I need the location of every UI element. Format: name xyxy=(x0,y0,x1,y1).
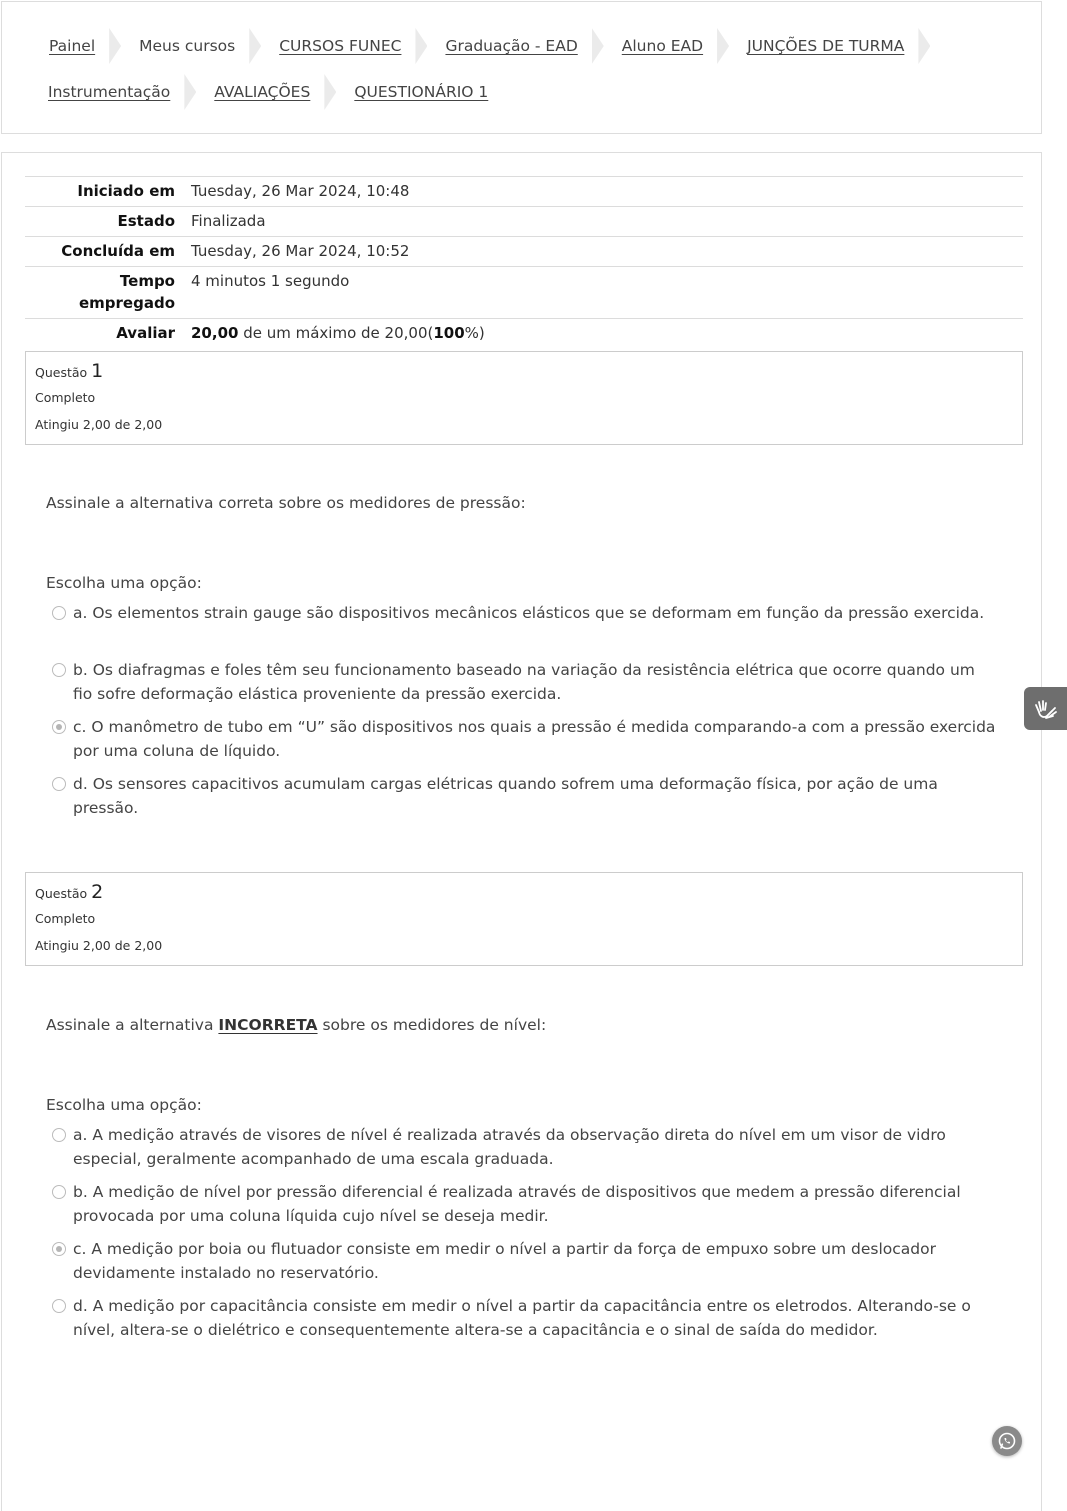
question-label: Questão xyxy=(35,886,88,901)
summary-value-started: Tuesday, 26 Mar 2024, 10:48 xyxy=(191,182,410,200)
breadcrumb-separator xyxy=(184,74,196,110)
grade-score: 20,00 xyxy=(191,324,239,342)
summary-label-grade: Avaliar xyxy=(116,324,175,342)
breadcrumb-text-meus-cursos: Meus cursos xyxy=(139,37,236,55)
summary-label-started: Iniciado em xyxy=(77,182,175,200)
question-1-prompt: Escolha uma opção: xyxy=(46,574,202,592)
attempt-summary-table xyxy=(25,176,1023,348)
radio-button-selected[interactable] xyxy=(52,720,66,734)
breadcrumb-link-aluno-ead[interactable]: Aluno EAD xyxy=(621,37,704,55)
sign-language-button[interactable] xyxy=(1024,687,1067,730)
breadcrumb-row-2 xyxy=(48,74,488,110)
breadcrumb-row-1 xyxy=(49,28,948,64)
question-number-value: 2 xyxy=(91,881,104,903)
option-label: d. Os sensores capacitivos acumulam cargas elétricas quando sofrem uma deformação física, por ação de uma pressão. xyxy=(73,775,938,817)
whatsapp-icon xyxy=(997,1431,1017,1451)
grade-text: de um máximo de 20,00( xyxy=(238,324,434,342)
question-2-text xyxy=(46,1016,546,1034)
question-number xyxy=(35,360,1013,384)
question-2-option-d[interactable] xyxy=(52,1294,997,1342)
option-label: b. A medição de nível por pressão diferencial é realizada através de dispositivos que medem a pressão diferencial provocada por uma coluna líquida cujo nível se deseja medir. xyxy=(73,1183,961,1225)
breadcrumb-item-aluno-ead[interactable] xyxy=(622,37,703,55)
question-text-emphasis: INCORRETA xyxy=(218,1016,318,1034)
question-number xyxy=(35,881,1013,905)
radio-button[interactable] xyxy=(52,663,66,677)
question-grade: Atingiu 2,00 de 2,00 xyxy=(35,938,163,953)
option-label: a. A medição através de visores de nível é realizada através da observação direta do nível em um visor de vidro especial, geralmente acompanhado de uma escala graduada. xyxy=(73,1126,946,1168)
question-2-option-b[interactable] xyxy=(52,1180,997,1228)
breadcrumb-link-instrumentacao[interactable]: Instrumentação xyxy=(48,83,171,101)
summary-value-completed: Tuesday, 26 Mar 2024, 10:52 xyxy=(191,242,410,260)
question-1-text xyxy=(46,494,526,512)
grade-suffix: %) xyxy=(464,324,485,342)
question-1-option-b[interactable] xyxy=(52,658,997,706)
breadcrumb-link-juncoes-de-turma[interactable]: JUNÇÕES DE TURMA xyxy=(747,37,905,55)
question-1-option-c[interactable] xyxy=(52,715,997,763)
breadcrumb-item-cursos-funec[interactable] xyxy=(279,37,401,55)
summary-row-completed xyxy=(25,237,1023,267)
radio-button-selected[interactable] xyxy=(52,1242,66,1256)
quiz-review-region xyxy=(1,152,1042,1511)
grade-percent: 100 xyxy=(433,324,465,342)
breadcrumb-item-juncoes-de-turma[interactable] xyxy=(747,37,904,55)
radio-button[interactable] xyxy=(52,606,66,620)
question-2-info xyxy=(25,872,1023,966)
summary-row-state xyxy=(25,207,1023,237)
breadcrumb-separator xyxy=(109,28,121,64)
breadcrumb-item-instrumentacao[interactable] xyxy=(48,83,170,101)
option-label: c. O manômetro de tubo em “U” são dispositivos nos quais a pressão é medida comparando-a com a pressão exercida por uma coluna de líquido. xyxy=(73,718,996,760)
option-label: a. Os elementos strain gauge são dispositivos mecânicos elásticos que se deformam em função da pressão exercida. xyxy=(73,604,985,622)
summary-label-time-line1: Tempo xyxy=(119,272,175,290)
question-state: Completo xyxy=(35,390,96,405)
radio-button[interactable] xyxy=(52,1185,66,1199)
summary-label-time-line2: empregado xyxy=(78,294,175,312)
breadcrumb-separator xyxy=(918,28,930,64)
breadcrumb-separator xyxy=(324,74,336,110)
breadcrumb-separator xyxy=(249,28,261,64)
summary-value-state: Finalizada xyxy=(191,212,266,230)
summary-value-grade xyxy=(183,319,1023,349)
radio-button[interactable] xyxy=(52,1128,66,1142)
breadcrumb-link-questionario-1[interactable]: QUESTIONÁRIO 1 xyxy=(354,83,489,101)
question-1-info xyxy=(25,351,1023,445)
summary-label-completed: Concluída em xyxy=(61,242,175,260)
option-label: b. Os diafragmas e foles têm seu funcionamento baseado na variação da resistência elétrica que ocorre quando um fio sofre deformação elástica proveniente da pressão exercida. xyxy=(73,661,975,703)
breadcrumb-item-avaliacoes[interactable] xyxy=(214,83,310,101)
summary-value-time: 4 minutos 1 segundo xyxy=(191,272,350,290)
radio-button[interactable] xyxy=(52,777,66,791)
question-number-value: 1 xyxy=(91,360,104,382)
breadcrumb-link-graduacao-ead[interactable]: Graduação - EAD xyxy=(445,37,578,55)
breadcrumb xyxy=(1,1,1042,134)
option-label: c. A medição por boia ou flutuador consiste em medir o nível a partir da força de empuxo sobre um deslocador devidamente instalado no reservatório. xyxy=(73,1240,936,1282)
question-label: Questão xyxy=(35,365,88,380)
breadcrumb-separator xyxy=(717,28,729,64)
question-text-part: Assinale a alternativa correta sobre os medidores de pressão: xyxy=(46,494,526,512)
question-2-option-a[interactable] xyxy=(52,1123,997,1171)
sign-language-hands-icon xyxy=(1033,696,1059,722)
question-2-option-c[interactable] xyxy=(52,1237,997,1285)
breadcrumb-item-graduacao-ead[interactable] xyxy=(445,37,577,55)
option-label: d. A medição por capacitância consiste em medir o nível a partir da capacitância entre os eletrodos. Alterando-se o nível, altera-se o dielétrico e consequentemente altera-se a capacitância e o sinal de saída do medidor. xyxy=(73,1297,971,1339)
summary-label-time xyxy=(25,267,183,319)
question-1-option-d[interactable] xyxy=(52,772,997,820)
question-grade: Atingiu 2,00 de 2,00 xyxy=(35,417,163,432)
breadcrumb-separator xyxy=(592,28,604,64)
breadcrumb-link-cursos-funec[interactable]: CURSOS FUNEC xyxy=(279,37,402,55)
question-text-part: Assinale a alternativa xyxy=(46,1016,219,1034)
question-state: Completo xyxy=(35,911,96,926)
breadcrumb-item-questionario-1[interactable] xyxy=(354,83,488,101)
summary-row-started xyxy=(25,177,1023,207)
question-2-prompt: Escolha uma opção: xyxy=(46,1096,202,1114)
question-1-option-a[interactable] xyxy=(52,601,997,625)
breadcrumb-item-meus-cursos xyxy=(139,37,235,55)
summary-row-time xyxy=(25,267,1023,319)
breadcrumb-link-painel[interactable]: Painel xyxy=(49,37,96,55)
summary-label-state: Estado xyxy=(117,212,175,230)
breadcrumb-item-painel[interactable] xyxy=(49,37,95,55)
whatsapp-button[interactable] xyxy=(992,1426,1022,1456)
breadcrumb-separator xyxy=(415,28,427,64)
breadcrumb-link-avaliacoes[interactable]: AVALIAÇÕES xyxy=(214,83,311,101)
summary-row-grade xyxy=(25,319,1023,349)
question-text-part: sobre os medidores de nível: xyxy=(317,1016,547,1034)
radio-button[interactable] xyxy=(52,1299,66,1313)
